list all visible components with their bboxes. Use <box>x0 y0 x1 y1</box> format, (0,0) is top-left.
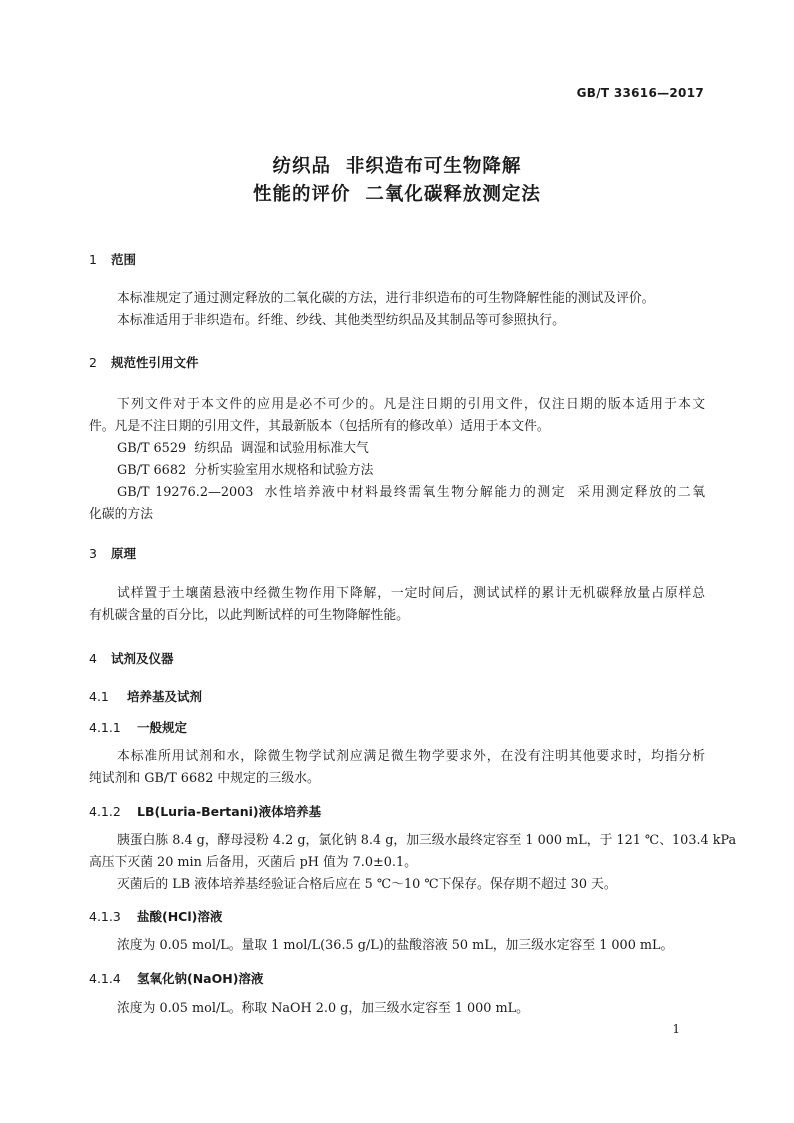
section-4-1-3-paragraph: 浓度为 0.05 mol/L。量取 1 mol/L(36.5 g/L)的盐酸溶液 50 mL，加三级水定容至 1 000 mL。 <box>117 938 674 953</box>
section-4-1-2-paragraph-line-1: 胰蛋白胨 8.4 g，酵母浸粉 4.2 g，氯化钠 8.4 g，加三级水最终定容至 1 000 mL，于 121 ℃、103.4 kPa <box>117 833 737 848</box>
section-2-paragraph-line-2: 件。凡是不注日期的引用文件，其最新版本（包括所有的修改单）适用于本文件。 <box>89 419 550 434</box>
section-4-1-heading <box>89 687 202 705</box>
reference-gbt-19276-line-1: GB/T 19276.2—2003 水性培养液中材料最终需氧生物分解能力的测定 采用测定释放的二氧 <box>117 485 705 500</box>
section-4-1-2-paragraph-line-2: 高压下灭菌 20 min 后备用，灭菌后 pH 值为 7.0±0.1。 <box>89 855 417 870</box>
reference-gbt-19276-line-2: 化碳的方法 <box>89 507 153 522</box>
section-4-1-2-heading <box>89 802 321 820</box>
section-4-1-4-paragraph: 浓度为 0.05 mol/L。称取 NaOH 2.0 g，加三级水定容至 1 000 mL。 <box>117 1001 529 1016</box>
section-number: 4.1.2 <box>89 804 121 819</box>
section-title: 一般规定 <box>137 720 188 735</box>
section-2-paragraph-line-1: 下列文件对于本文件的应用是必不可少的。凡是注日期的引用文件，仅注日期的版本适用于本文 <box>117 397 705 412</box>
section-3-paragraph-line-1: 试样置于土壤菌悬液中经微生物作用下降解，一定时间后，测试试样的累计无机碳释放量占原样总 <box>117 586 705 601</box>
section-1-heading <box>89 250 136 268</box>
section-title: 培养基及试剂 <box>127 689 203 704</box>
document-title-line-1: 纺织品 非织造布可生物降解 <box>272 156 522 177</box>
section-title: 原理 <box>111 546 137 561</box>
page-number: 1 <box>672 1022 680 1036</box>
section-number: 4.1.3 <box>89 909 121 924</box>
reference-gbt-6529: GB/T 6529 纺织品 调湿和试验用标准大气 <box>117 441 369 456</box>
section-number: 4 <box>89 651 97 666</box>
section-3-heading <box>89 544 136 562</box>
section-title: LB(Luria-Bertani)液体培养基 <box>137 804 322 819</box>
reference-gbt-6682: GB/T 6682 分析实验室用水规格和试验方法 <box>117 463 374 478</box>
section-2-heading <box>89 353 199 371</box>
standard-code: GB/T 33616—2017 <box>576 86 704 100</box>
section-4-1-2-paragraph-2: 灭菌后的 LB 液体培养基经验证合格后应在 5 ℃～10 ℃下保存。保存期不超过 30 天。 <box>117 877 617 892</box>
section-4-1-1-paragraph-line-1: 本标准所用试剂和水，除微生物学试剂应满足微生物学要求外，在没有注明其他要求时，均指分析 <box>117 749 705 764</box>
document-title-line-2: 性能的评价 二氧化碳释放测定法 <box>253 184 541 205</box>
section-number: 3 <box>89 546 97 561</box>
section-title: 范围 <box>111 252 137 267</box>
section-1-paragraph-2: 本标准适用于非织造布。纤维、纱线、其他类型纺织品及其制品等可参照执行。 <box>117 313 565 328</box>
section-number: 2 <box>89 355 97 370</box>
section-4-1-3-heading <box>89 907 222 925</box>
section-title: 盐酸(HCl)溶液 <box>137 909 223 924</box>
section-3-paragraph-line-2: 有机碳含量的百分比，以此判断试样的可生物降解性能。 <box>89 608 409 623</box>
section-number: 1 <box>89 252 97 267</box>
section-1-paragraph-1: 本标准规定了通过测定释放的二氧化碳的方法，进行非织造布的可生物降解性能的测试及评价。 <box>117 291 655 306</box>
section-title: 规范性引用文件 <box>111 355 199 370</box>
section-4-1-1-paragraph-line-2: 纯试剂和 GB/T 6682 中规定的三级水。 <box>89 771 320 786</box>
section-number: 4.1 <box>89 689 109 704</box>
section-number: 4.1.4 <box>89 971 121 986</box>
section-number: 4.1.1 <box>89 720 121 735</box>
section-4-1-1-heading <box>89 718 187 736</box>
section-title: 氢氧化钠(NaOH)溶液 <box>137 971 264 986</box>
section-4-1-4-heading <box>89 969 263 987</box>
section-4-heading <box>89 649 174 667</box>
section-title: 试剂及仪器 <box>111 651 174 666</box>
